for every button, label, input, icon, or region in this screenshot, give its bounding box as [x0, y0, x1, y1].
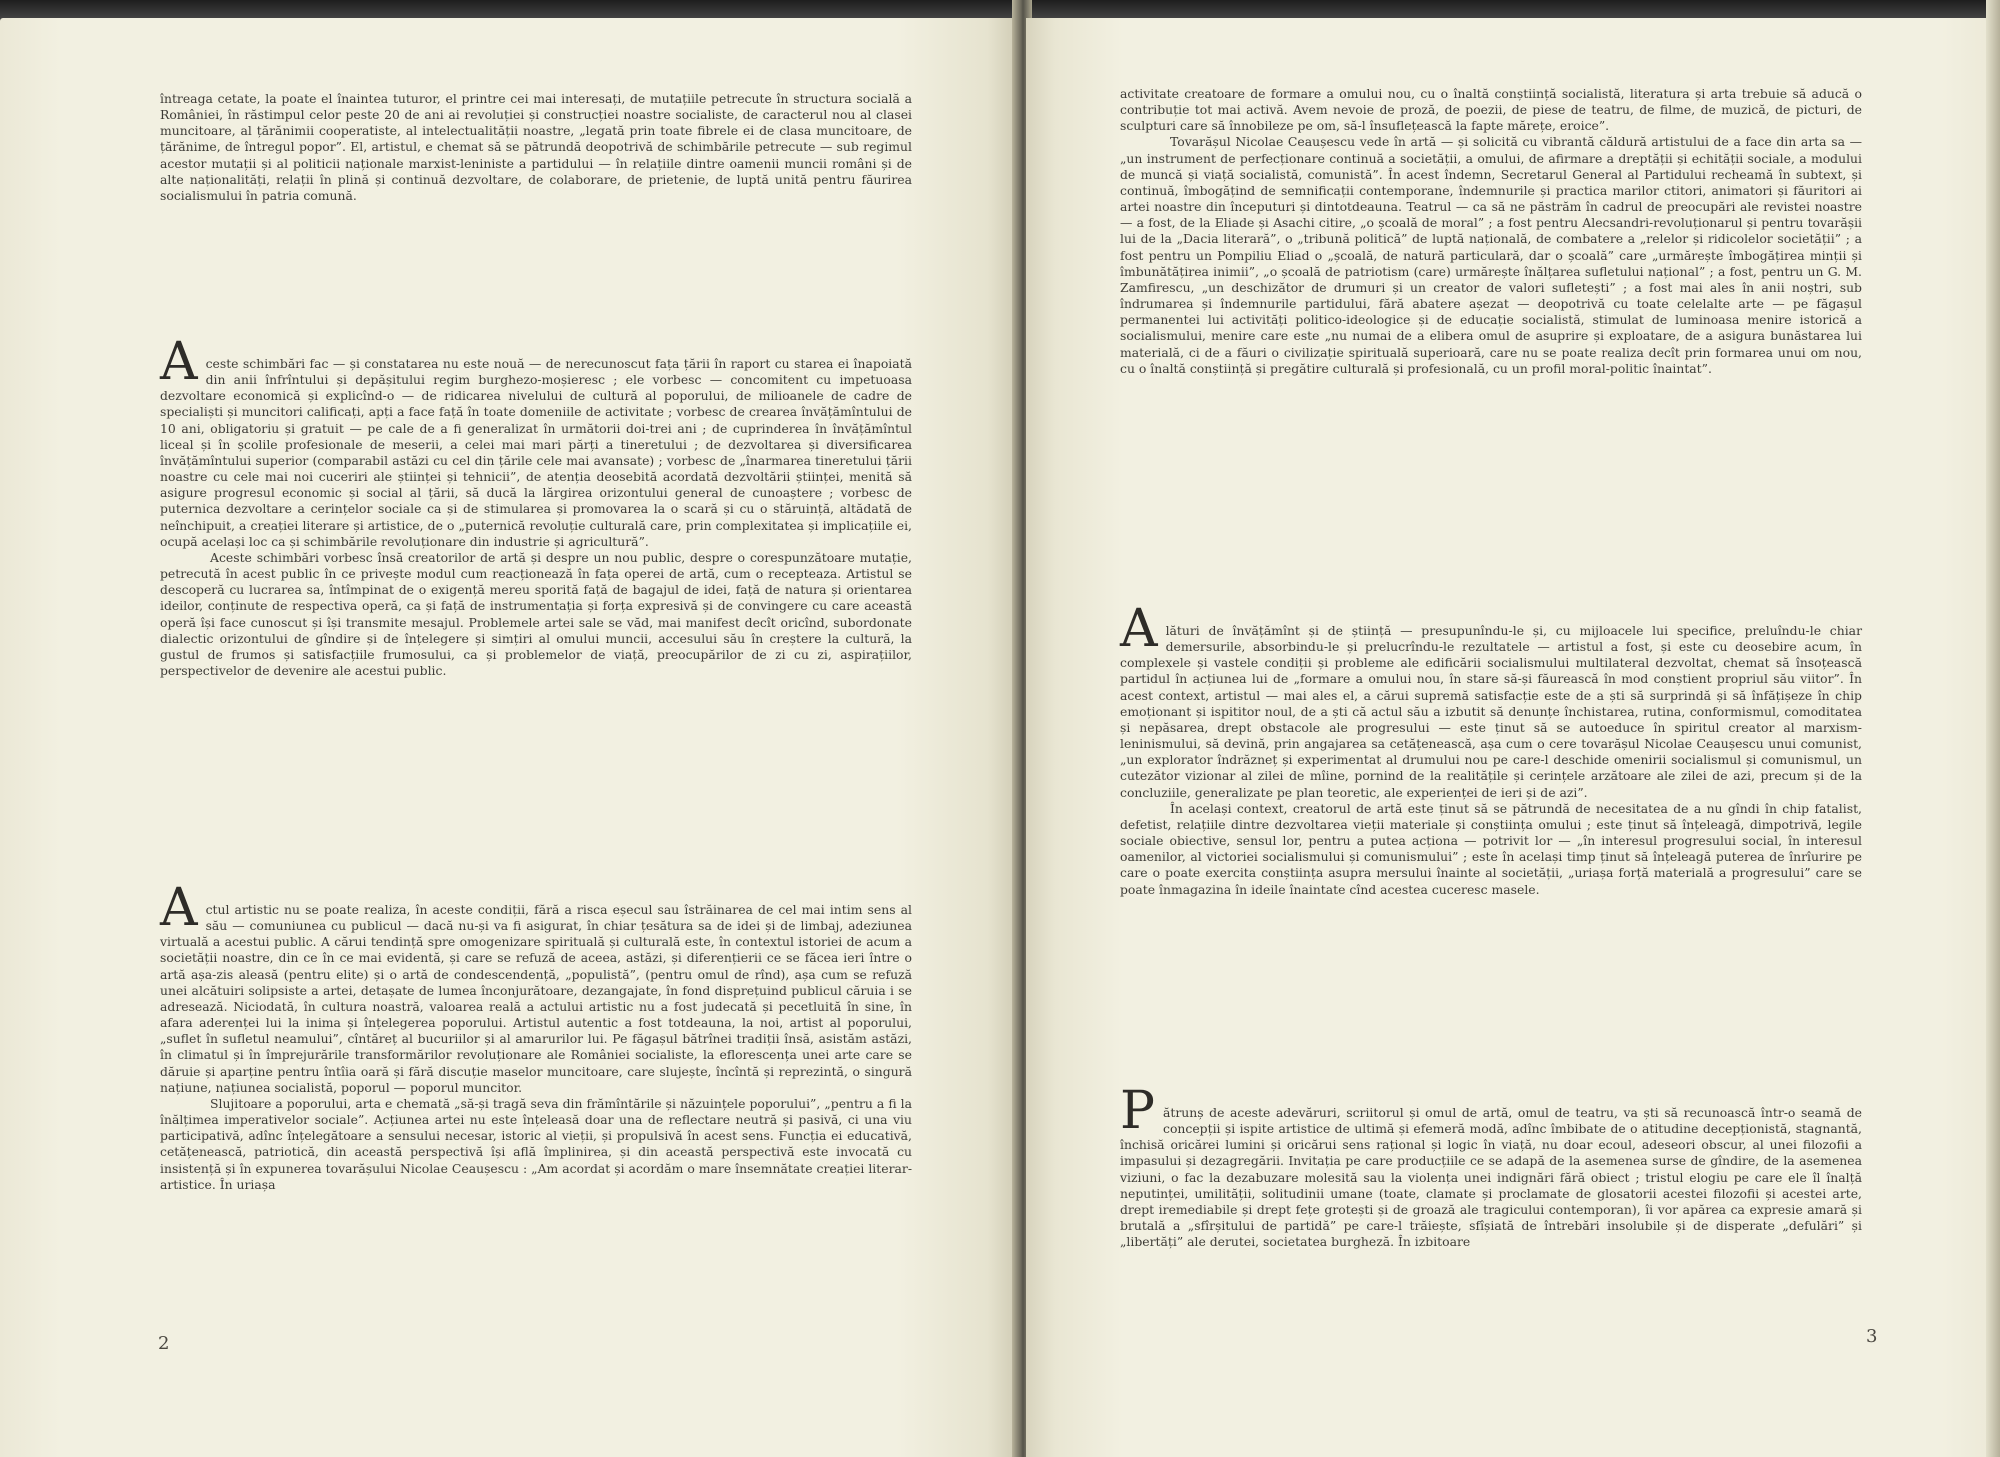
left-section-2-paragraph-1: ctul artistic nu se poate realiza, în aceste condiții, fără a risca eșecul sau îstrăinarea de cel mai intim sens al său — comuniunea cu publicul — dacă nu-și va fi asigurat, în chiar țesătura sa de idei și de limbaj, adeziunea virtuală a acestui public. A cărui tendință spre omogenizare spirituală și culturală este, în contextul istoriei de acum a societății noastre, din ce în ce mai evidentă, și care se refuză de aceea, astăzi, și diferențierii ce se făcea ieri între o artă așa-zis aleasă (pentru elite) și o artă de condescendență, „populistă”, (pentru omul de rînd), așa cum se refuză unei alcătuiri solipsiste a artei, detașate de lumea înconjurătoare, dezangajate, în fond disprețuind publicul căruia i se adresează. Niciodată, în cultura noastră, valoarea reală a actului artistic nu a fost judecată și pecetluită în sine, în afara aderenței lui la inima și înțelegerea poporului. Artistul autentic a fost totdeauna, la noi, artist al poporului, „suflet în sufletul neamului”, cîntăreț al bucuriilor și al amarurilor lui. Pe făgașul bătrînei tradiții însă, asistăm astăzi, în climatul și în împrejurările transformărilor revoluționare ale României socialiste, la eflorescența unei arte care se dăruie și aparține pentru întîia oară și fără discuție maselor muncitoare, care slujește, încîntă și reprezintă, o singură națiune, națiunea socialistă, poporul — poporul muncitor.	[160, 902, 912, 1095]
left-section-1-dropcap: A	[160, 332, 198, 392]
left-section-1-paragraph-2: Aceste schimbări vorbesc însă creatorilor de artă și despre un nou public, despre o corespunzătoare mutație, petrecută în acest public în ce privește modul cum reacționează în fața operei de artă, cum o recepteaza. Artistul se descoperă cu lucrarea sa, întîmpinat de o exigență mereu sporită față de bagajul de idei, față de natura și orientarea ideilor, conținute de respectiva operă, ca și față de instrumentația și forța expresivă și de convingere cu care această operă își face cunoscut și își transmite mesajul. Problemele artei sale se văd, mai manifest decît oricînd, subordonate dialectic orizontului de gîndire și de înțelegere și simțiri al omului muncii, accesului său în creștere la cultură, la gustul de frumos și satisfacțiile frumosului, ca și problemelor de viață, preocupărilor de zi cu zi, aspirațiilor, perspectivelor de devenire ale acestui public.	[160, 549, 912, 678]
right-intro-paragraph-2: Tovarășul Nicolae Ceaușescu vede în artă — și solicită cu vibrantă căldură artistului de a face din arta sa — „un instrument de perfecționare continuă a societății, a omului, de afirmare a dreptății și echității sociale, a modului de muncă și viață socialistă, comunistă”. În acest îndemn, Secretarul General al Partidului recheamă în subtext, și continuă, îmbogățind de semnificații contemporane, îndemnurile și practica marilor ctitori, animatori și făuritori ai artei noastre din începuturi și dintotdeauna. Teatrul — ca să ne păstrăm în cadrul de preocupări ale revistei noastre — a fost, de la Eliade și Asachi citire, „o școală de moral” ; a fost pentru Alecsandri-revoluționarul și pentru tovarășii lui de la „Dacia literară”, o „tribună politică” de luptă națională, de combatere a „relelor și ridicolelor societății” ; a fost pentru un Pompiliu Eliad o „școală, de natură particulară, dar o școală” care „urmărește îmbogățirea minții și îmbunătățirea inimii”, „o școală de patriotism (care) urmărește înălțarea sufletului național” ; a fost, pentru un G. M. Zamfirescu, „un deschizător de drumuri și un creator de valori sufletești” ; a fost mai ales în anii noștri, sub îndrumarea și îndemnurile partidului, fără abatere așezat — deopotrivă cu toate celelalte arte — pe făgașul permanentei lui activități politico-ideologice și de educație socialistă, stimulat de luminoasa menire istorică a socialismului, menire care este „nu numai de a elibera omul de asuprire și exploatare, de a asigura bunăstarea lui materială, ci de a făuri o civilizație spirituală superioară, care nu se poate realiza decît prin formarea unui om nou, cu o înaltă conștiință și pregătire culturală și profesională, cu un profil moral-politic înaintat”.	[1120, 134, 1862, 376]
book-right-edge	[1986, 0, 2000, 1457]
left-section-1	[160, 334, 912, 679]
left-section-1-paragraph-1: ceste schimbări fac — și constatarea nu este nouă — de nerecunoscut fața țării în raport cu starea ei înapoiată din anii înfrîntului și depășitului regim burghezo-moșieresc ; ele vorbesc — concomitent cu impetuoasa dezvoltare economică și explicînd-o — de ridicarea nivelului de cultură al poporului, de milioanele de cadre de specialiști și muncitori calificați, apți a face față în toate domeniile de activitate ; vorbesc de crearea învățămîntului de 10 ani, obligatoriu și gratuit — pe cale de a fi generalizat în următorii doi-trei ani ; de cuprinderea în învățămîntul liceal și în școlile profesionale de meserii, a celei mai mari părți a tineretului ; de dezvoltarea și diversificarea învățămîntului superior (comparabil astăzi cu cel din țările cele mai avansate) ; vorbesc de „înarmarea tineretului țării noastre cu cele mai noi cuceriri ale științei și tehnicii”, de atenția deosebită acordată dezvoltării științei, menită să asigure progresul economic și social al țării, să ducă la lărgirea orizontului general de cunoaștere ; vorbesc de puternica dezvoltare a cerințelor sociale ca și de stimularea și promovarea la o scară și cu o stăruință, altădată de neînchipuit, a creației literare și artistice, de o „puternică revoluție culturală care, prin complexitatea și implicațiile ei, ocupă același loc ca și schimbările revoluționare din industrie și agricultură”.	[160, 356, 912, 549]
right-section-1-dropcap: A	[1120, 599, 1158, 659]
right-intro-block	[1120, 86, 1862, 377]
left-section-2-dropcap: A	[160, 878, 198, 938]
right-page-number: 3	[1866, 1326, 1878, 1347]
right-section-1	[1120, 601, 1862, 898]
left-page	[0, 18, 1018, 1457]
right-section-2	[1120, 1083, 1862, 1250]
left-intro-paragraph: întreaga cetate, la poate el înaintea tuturor, el printre cei mai interesați, de mutațiile petrecute în structura socială a României, în răstimpul celor peste 20 de ani ai revoluției și construcției noastre socialiste, de caracterul nou al clasei muncitoare, al țărănimii cooperatiste, al intelectualității noastre, „legată prin toate fibrele ei de clasa muncitoare, de țărănime, de întregul popor”. El, artistul, e chemat să se pătrundă deopotrivă de schimbările petrecute — sub regimul acestor mutații și al politicii naționale marxist-leniniste a partidului — în relațiile dintre oamenii muncii români și de alte naționalități, relații în plină și continuă dezvoltare, de colaborare, de prietenie, de luptă unită pentru făurirea socialismului în patria comună.	[160, 91, 912, 203]
right-section-1-paragraph-1: lături de învățămînt și de știință — presupunîndu-le și, cu mijloacele lui specifice, preluîndu-le chiar demersurile, absorbindu-le și prelucrîndu-le rezultatele — artistul a fost, și este cu deosebire acum, în complexele și vastele condiții și probleme ale edificării socialismului multilateral dezvoltat, chemat să însoțească partidul în acțiunea lui de „formare a omului nou, în stare să-și făurească în mod conștient propriul său viitor”. În acest context, artistul — mai ales el, a cărui supremă satisfacție este de a ști să surprindă și să înfățișeze în chip emoționant și ispititor noul, de a ști că actul său a izbutit să denunțe închistarea, rutina, conformismul, comoditatea și nepăsarea, drept obstacole ale progresului — este ținut să se autoeduce în spiritul creator al marxism-leninismului, să devină, prin angajarea sa cetățenească, așa cum o cere tovarășul Nicolae Ceaușescu unui comunist, „un explorator îndrăzneț și experimentat al drumului nou pe care-l deschide omenirii socialismul și comunismul, un cutezător vizionar al zilei de mîine, pornind de la realitățile și cerințele arzătoare ale zilei de azi, precum și de la concluziile, generalizate pe plan teoretic, ale experienței de ieri și de azi”.	[1120, 623, 1862, 800]
right-section-2-dropcap: P	[1120, 1081, 1155, 1141]
left-section-2	[160, 880, 912, 1193]
left-page-number: 2	[158, 1333, 170, 1354]
right-intro-paragraph: activitate creatoare de formare a omului nou, cu o înaltă conștiință socialistă, literatura și arta trebuie să aducă o contribuție tot mai activă. Avem nevoie de proză, de poezii, de piese de teatru, de filme, de muzică, de picturi, de sculpturi care să înnobileze pe om, să-l însuflețească la fapte mărețe, eroice”.	[1120, 86, 1862, 134]
right-section-2-paragraph-1: ătrunș de aceste adevăruri, scriitorul și omul de artă, omul de teatru, va ști să recunoască într-o seamă de concepții și ispite artistice de ultimă și efemeră modă, adînc îmbibate de o atitudine decepționistă, stagnantă, închisă oricărei lumini și oricărui sens rațional și logic în viață, nu doar ecoul, adeseori obscur, al unei filozofii a impasului și dezagregării. Invitația pe care producțiile ce se adapă de la asemenea surse de gîndire, de la asemenea viziuni, o fac la dezabuzare molesită sau la violența unei indignări fără obiect ; tristul elogiu pe care ele îl înalță neputinței, umilității, solitudinii umane (toate, clamate și proclamate de glosatorii acestei filozofii și acestei arte, drept iremediabile și drept fețe grotești și de groază ale tragicului contemporan), îi vor apărea ca expresie amară și brutală a „sfîrșitului de partidă” pe care-l trăiește, sfîșiată de întrebări insolubile și de disperate „defulări” și „libertăți” ale derutei, societatea burgheză. În izbitoare	[1120, 1105, 1862, 1250]
left-section-2-paragraph-2: Slujitoare a poporului, arta e chemată „să-și tragă seva din frămîntările și năzuințele poporului”, „pentru a fi la înălțimea imperativelor sociale”. Acțiunea artei nu este înțeleasă doar una de reflectare neutră și pasivă, ci una viu participativă, adînc înțelegătoare a sensului necesar, istoric al vieții, și propulsivă în acest sens. Funcția ei educativă, cetățenească, patriotică, din această perspectivă își află împlinirea, și din această perspectivă este invocată cu insistență și în expunerea tovarășului Nicolae Ceaușescu : „Am acordat și acordăm o mare însemnătate creației literar-artistice. În uriașa	[160, 1095, 912, 1192]
right-section-1-paragraph-2: În același context, creatorul de artă este ținut să se pătrundă de necesitatea de a nu gîndi în chip fatalist, defetist, relațiile dintre dezvoltarea vieții materiale și conștiința omului ; este ținut să înțeleagă, dimpotrivă, legile sociale obiective, sensul lor, pentru a putea acționa — potrivit lor — „în interesul progresului social, în interesul oamenilor, al victoriei socialismului și comunismului” ; este în același timp ținut să înțeleagă puterea de înrîurire pe care o poate exercita conștiința asupra mersului înainte al societății, „uriașa forță materială a progresului” care se poate înmagazina în ideile înaintate cînd acestea cuceresc masele.	[1120, 800, 1862, 897]
right-page	[1026, 18, 2000, 1457]
left-intro-block	[160, 91, 912, 204]
